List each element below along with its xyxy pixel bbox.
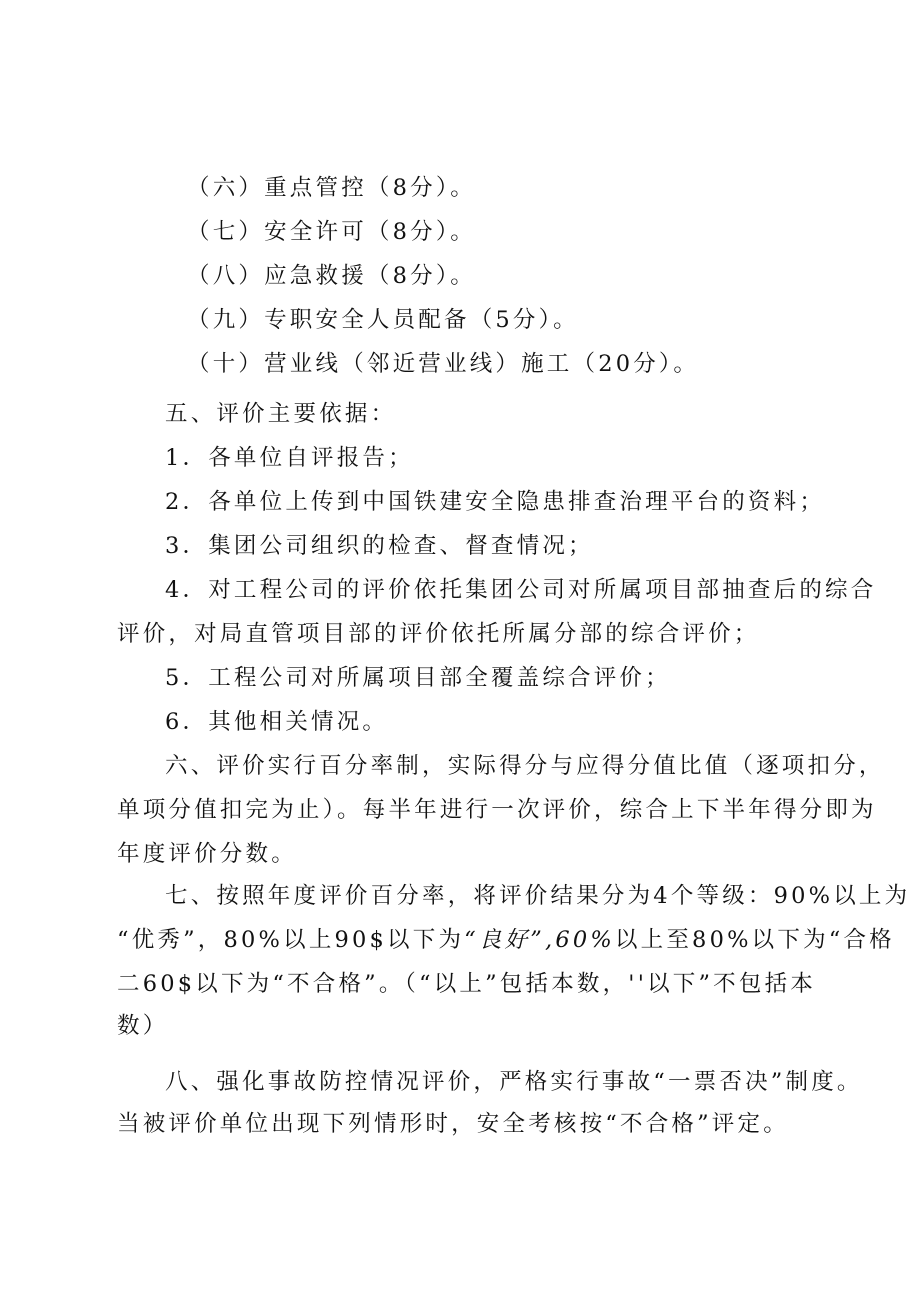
section-seven-line-1: 七、按照年度评价百分率，将评价结果分为4个等级：90%以上为	[165, 883, 911, 909]
item-nine: （九）专职安全人员配备（5分）。	[187, 307, 579, 333]
section-seven-line-3: 二60$以下为“不合格”。（“以上”包括本数，''以下”不包括本	[117, 971, 816, 997]
section-five-heading: 五、评价主要依据：	[165, 401, 397, 427]
section-six-line-3: 年度评价分数。	[117, 841, 297, 867]
item-ten: （十）营业线（邻近营业线）施工（20分）。	[187, 351, 700, 377]
basis-item-6: 6．其他相关情况。	[165, 709, 389, 735]
section-six-line-2: 单项分值扣完为止）。每半年进行一次评价，综合上下半年得分即为	[117, 797, 877, 823]
section-seven-line-2-part-c: 以上至80%以下为“合格	[614, 927, 895, 953]
section-eight-line-2: 当被评价单位出现下列情形时，安全考核按“不合格”评定。	[117, 1111, 789, 1137]
section-seven-line-2-part-a: “优秀”，80%以上90$以下为	[117, 927, 465, 953]
basis-item-1: 1．各单位自评报告；	[165, 445, 414, 471]
section-eight-line-1: 八、强化事故防控情况评价，严格实行事故“一票否决”制度。	[165, 1069, 863, 1095]
basis-item-4-line-2: 评价，对局直管项目部的评价依托所属分部的综合评价；	[117, 621, 760, 647]
section-seven-line-2-part-b: “良好”,60%	[464, 927, 615, 953]
section-seven-line-4: 数）	[117, 1013, 169, 1039]
basis-item-4-line-1: 4．对工程公司的评价依托集团公司对所属项目部抽查后的综合	[165, 577, 877, 603]
item-six: （六）重点管控（8分）。	[187, 175, 476, 201]
section-seven-line-2	[117, 925, 895, 955]
basis-item-5: 5．工程公司对所属项目部全覆盖综合评价；	[165, 665, 671, 691]
item-eight: （八）应急救援（8分）。	[187, 263, 476, 289]
section-six-line-1: 六、评价实行百分率制，实际得分与应得分值比值（逐项扣分，	[165, 753, 885, 779]
basis-item-2: 2．各单位上传到中国铁建安全隐患排查治理平台的资料；	[165, 489, 826, 515]
item-seven: （七）安全许可（8分）。	[187, 219, 476, 245]
basis-item-3: 3．集团公司组织的检查、督查情况；	[165, 533, 594, 559]
